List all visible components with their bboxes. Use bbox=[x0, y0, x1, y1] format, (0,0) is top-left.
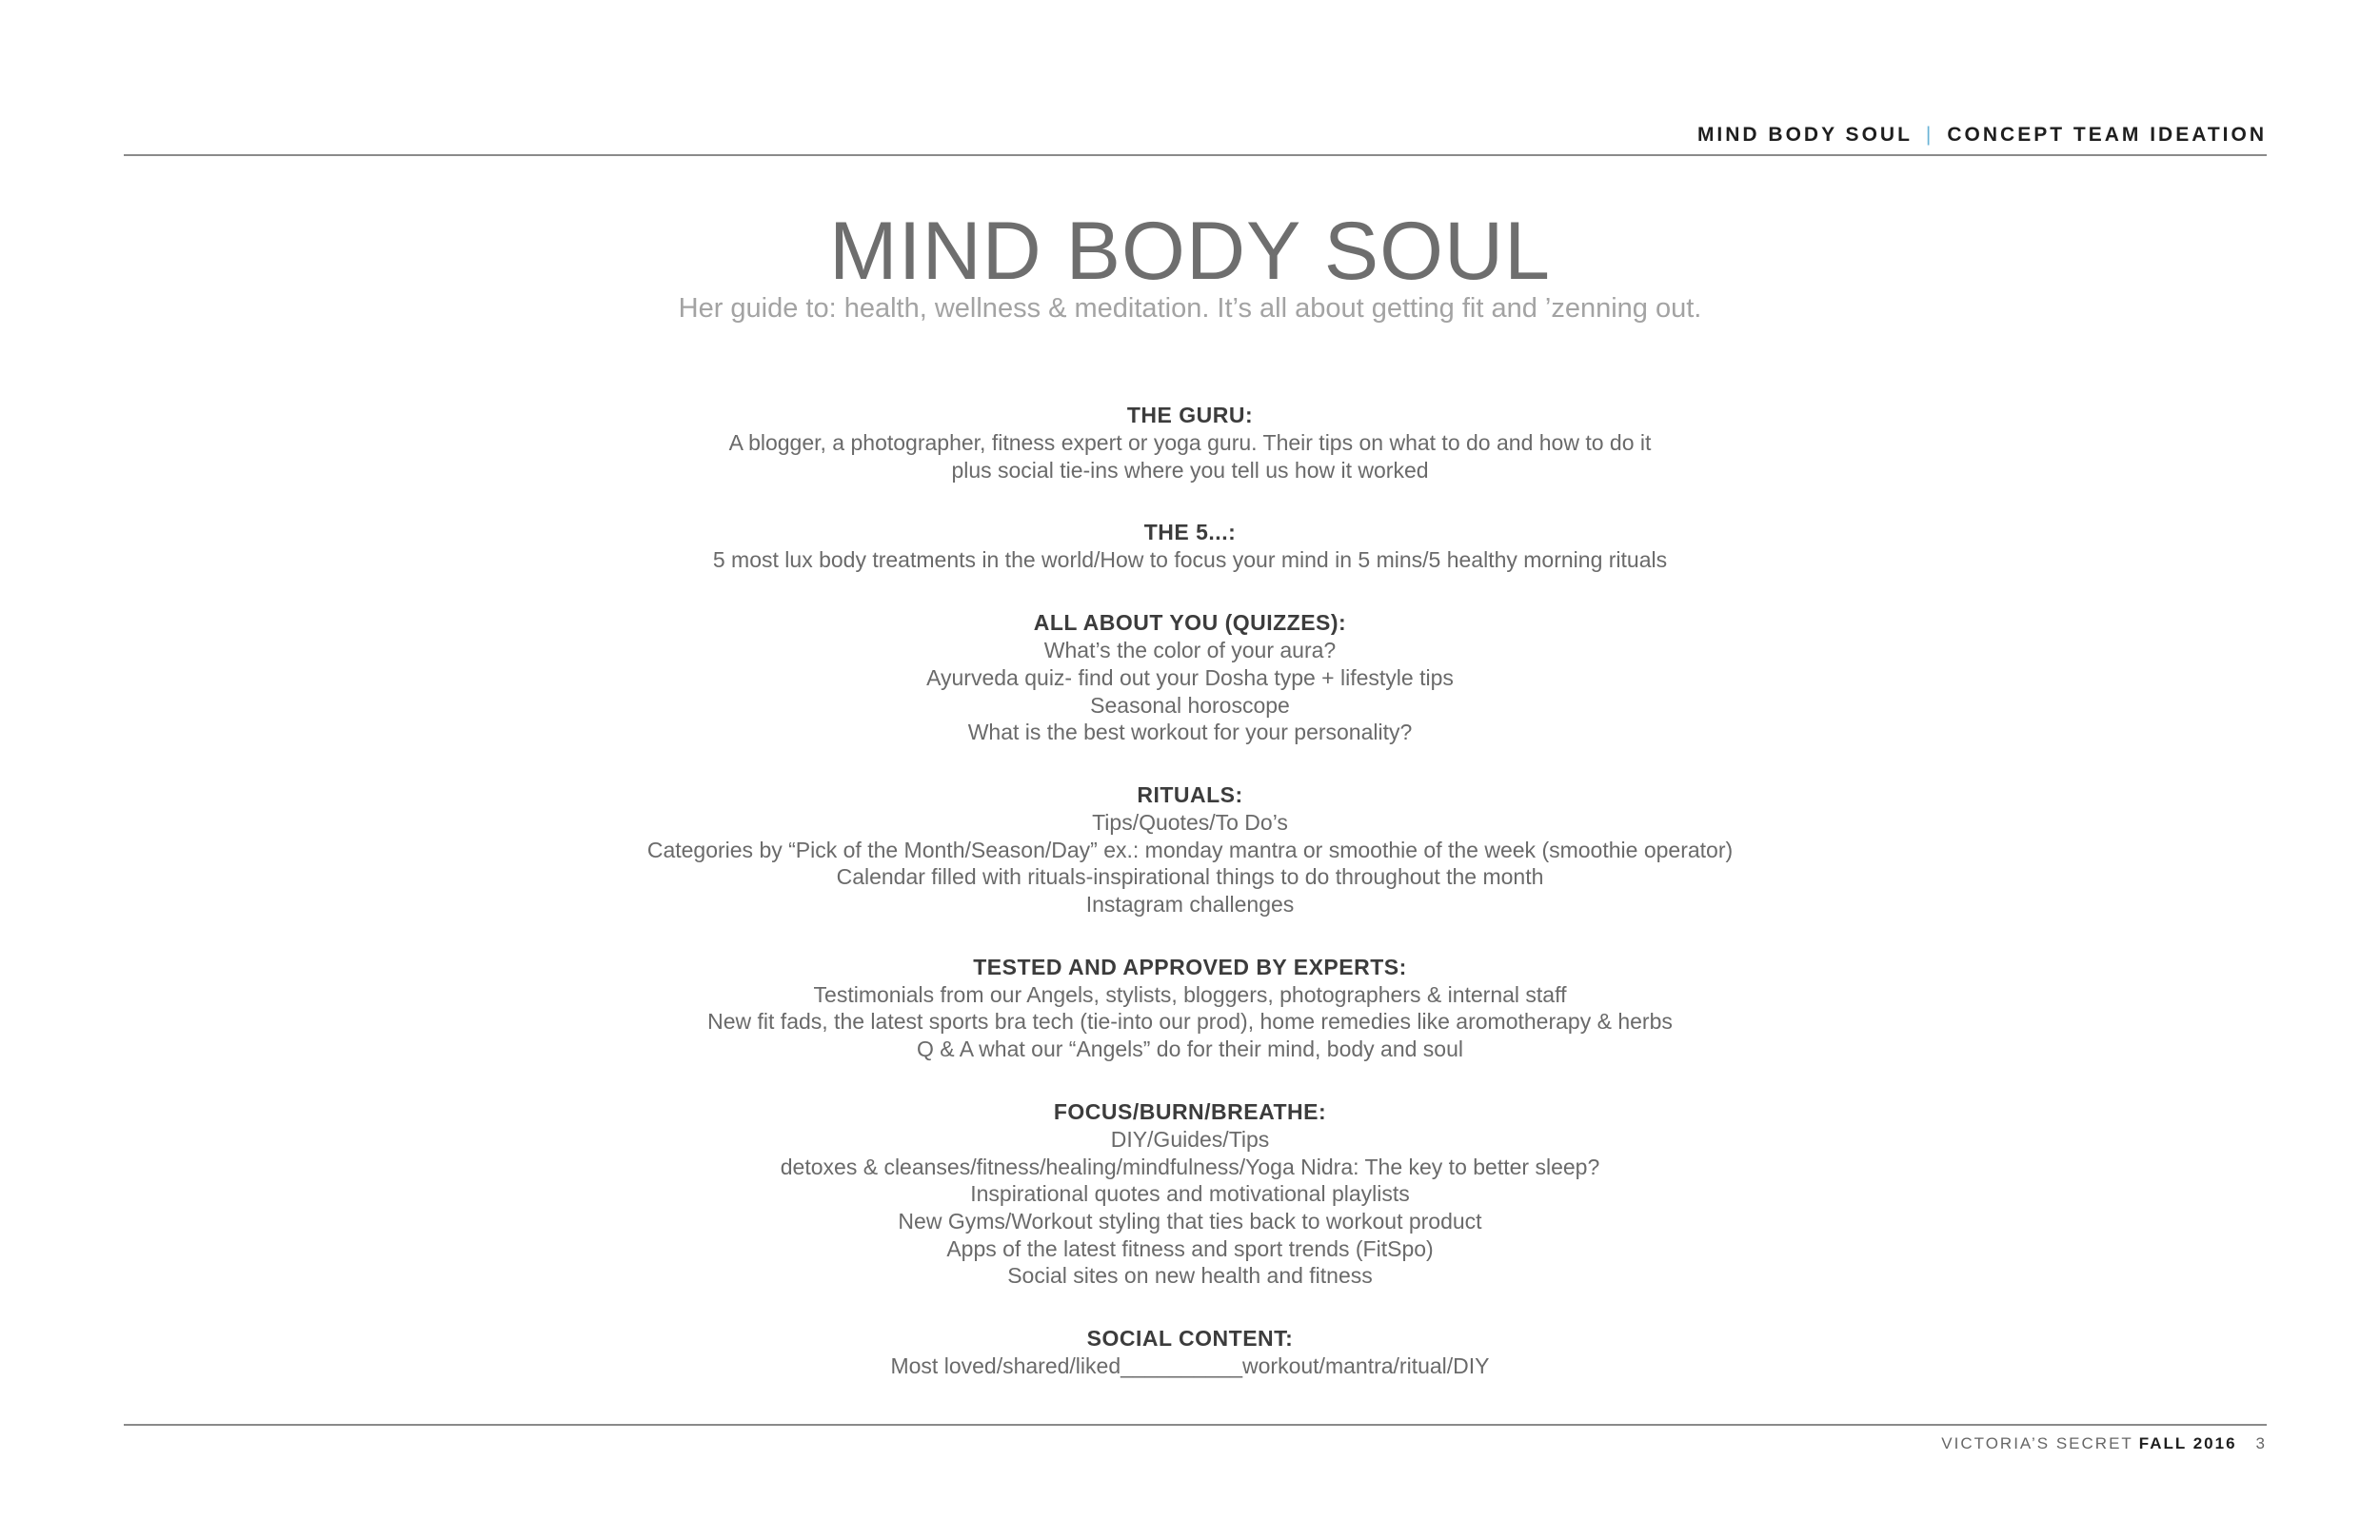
section-heading: FOCUS/BURN/BREATHE: bbox=[1053, 1098, 1327, 1124]
page-subtitle: Her guide to: health, wellness & meditation. It’s all about getting fit and ’zenning out. bbox=[678, 293, 1702, 324]
section-line: Most loved/shared/liked__________workout/mantra/ritual/DIY bbox=[890, 1353, 1490, 1379]
section-rituals bbox=[0, 781, 2380, 918]
header-team-label: CONCEPT TEAM IDEATION bbox=[1947, 124, 2267, 146]
section-line: DIY/Guides/Tips bbox=[1110, 1126, 1270, 1152]
header-section-title: MIND BODY SOUL bbox=[1696, 124, 1913, 146]
section-heading: ALL ABOUT YOU (QUIZZES): bbox=[1033, 610, 1347, 636]
section-line: Apps of the latest fitness and sport trends (FitSpo) bbox=[946, 1235, 1434, 1261]
page-number: 3 bbox=[2255, 1434, 2267, 1452]
section-quizzes bbox=[0, 609, 2380, 746]
section-line: Inspirational quotes and motivational playlists bbox=[970, 1181, 1410, 1207]
section-line: Instagram challenges bbox=[1085, 892, 1295, 918]
section-line: New fit fads, the latest sports bra tech (tie-into our prod), home remedies like aromotherapy & herbs bbox=[707, 1009, 1673, 1035]
section-heading: SOCIAL CONTENT: bbox=[1086, 1326, 1294, 1352]
footer-divider bbox=[124, 1424, 2267, 1426]
section-heading: RITUALS: bbox=[1137, 781, 1243, 807]
section-line: Categories by “Pick of the Month/Season/Day” ex.: monday mantra or smoothie of the week (smoothie operator) bbox=[646, 837, 1734, 862]
page-footer bbox=[124, 1434, 2267, 1453]
section-line: Calendar filled with rituals-inspirational things to do throughout the month bbox=[836, 864, 1544, 890]
section-line: Social sites on new health and fitness bbox=[1007, 1263, 1373, 1289]
footer-season: FALL 2016 bbox=[2138, 1434, 2237, 1452]
section-line: A blogger, a photographer, fitness expert or yoga guru. Their tips on what to do and how to do it bbox=[728, 430, 1652, 455]
section-line: Seasonal horoscope bbox=[1090, 692, 1290, 718]
footer-brand: VICTORIA’S SECRET bbox=[1941, 1434, 2133, 1452]
header-separator: | bbox=[1925, 124, 1934, 146]
section-social-content bbox=[0, 1325, 2380, 1380]
section-heading: THE GURU: bbox=[1126, 403, 1254, 427]
section-line: What’s the color of your aura? bbox=[1043, 638, 1337, 663]
content-body bbox=[0, 402, 2380, 1415]
header-divider bbox=[124, 154, 2267, 156]
section-line: detoxes & cleanses/fitness/healing/mindfulness/Yoga Nidra: The key to better sleep? bbox=[780, 1154, 1600, 1179]
section-line: Q & A what our “Angels” do for their mind, body and soul bbox=[916, 1037, 1464, 1062]
section-the-guru bbox=[0, 402, 2380, 484]
section-focus-burn-breathe bbox=[0, 1098, 2380, 1290]
section-heading: THE 5...: bbox=[1143, 520, 1237, 545]
section-tested-approved bbox=[0, 954, 2380, 1063]
section-line: New Gyms/Workout styling that ties back to workout product bbox=[898, 1208, 1482, 1234]
section-the-5 bbox=[0, 519, 2380, 574]
section-line: Tips/Quotes/To Do’s bbox=[1092, 809, 1288, 835]
section-line: 5 most lux body treatments in the world/How to focus your mind in 5 mins/5 healthy morning rituals bbox=[712, 547, 1668, 573]
page-title: MIND BODY SOUL bbox=[829, 206, 1551, 297]
page-header bbox=[124, 124, 2267, 154]
section-line: Testimonials from our Angels, stylists, bloggers, photographers & internal staff bbox=[813, 981, 1567, 1007]
section-line: Ayurveda quiz- find out your Dosha type + lifestyle tips bbox=[926, 664, 1454, 690]
section-line: plus social tie-ins where you tell us how it worked bbox=[951, 457, 1429, 483]
section-line: What is the best workout for your personality? bbox=[967, 720, 1413, 745]
section-heading: TESTED AND APPROVED BY EXPERTS: bbox=[973, 954, 1407, 979]
